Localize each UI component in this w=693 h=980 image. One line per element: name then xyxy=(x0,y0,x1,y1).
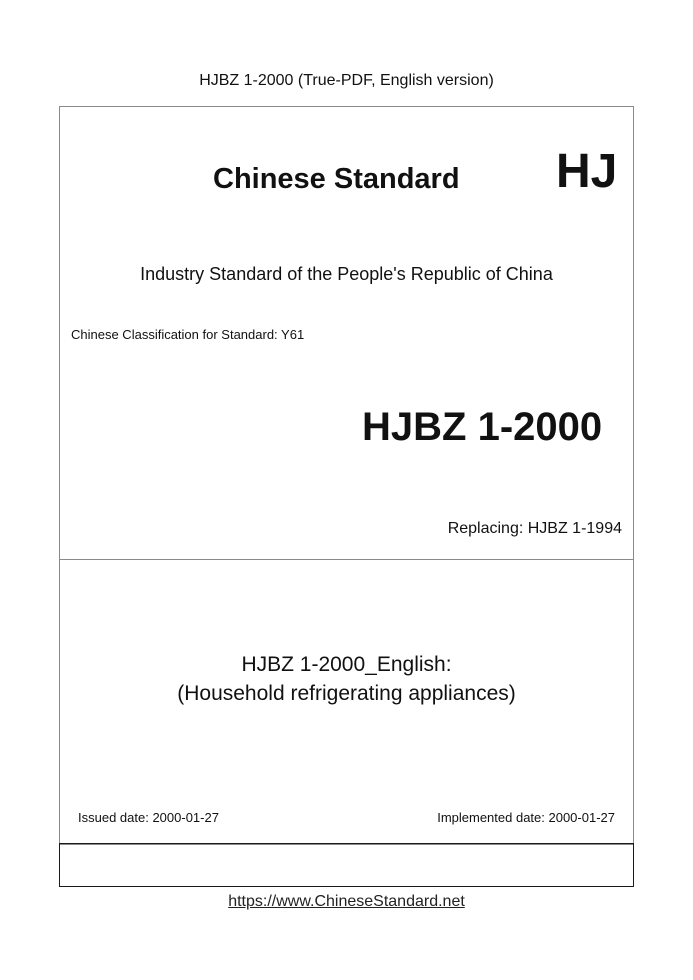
industry-standard-line: Industry Standard of the People's Republic of China xyxy=(140,264,553,284)
website-link[interactable]: https://www.ChineseStandard.net xyxy=(228,893,465,910)
classification-label: Chinese Classification for Standard: Y61 xyxy=(71,327,305,342)
cover-bottom-section xyxy=(59,843,634,887)
document-number: HJBZ 1-2000 xyxy=(362,405,603,449)
implemented-date: Implemented date: 2000-01-27 xyxy=(437,810,615,825)
standard-code: HJ xyxy=(556,145,618,198)
english-title-block xyxy=(0,650,693,708)
standard-name: Chinese Standard xyxy=(213,163,460,195)
footer-link-container xyxy=(0,893,693,911)
english-title-line-1: HJBZ 1-2000_English: xyxy=(241,653,452,676)
replacing-label: Replacing: HJBZ 1-1994 xyxy=(447,520,622,537)
english-title-line-2: (Household refrigerating appliances) xyxy=(177,682,516,705)
document-header-title: HJBZ 1-2000 (True-PDF, English version) xyxy=(199,72,494,89)
issued-date: Issued date: 2000-01-27 xyxy=(78,810,219,825)
